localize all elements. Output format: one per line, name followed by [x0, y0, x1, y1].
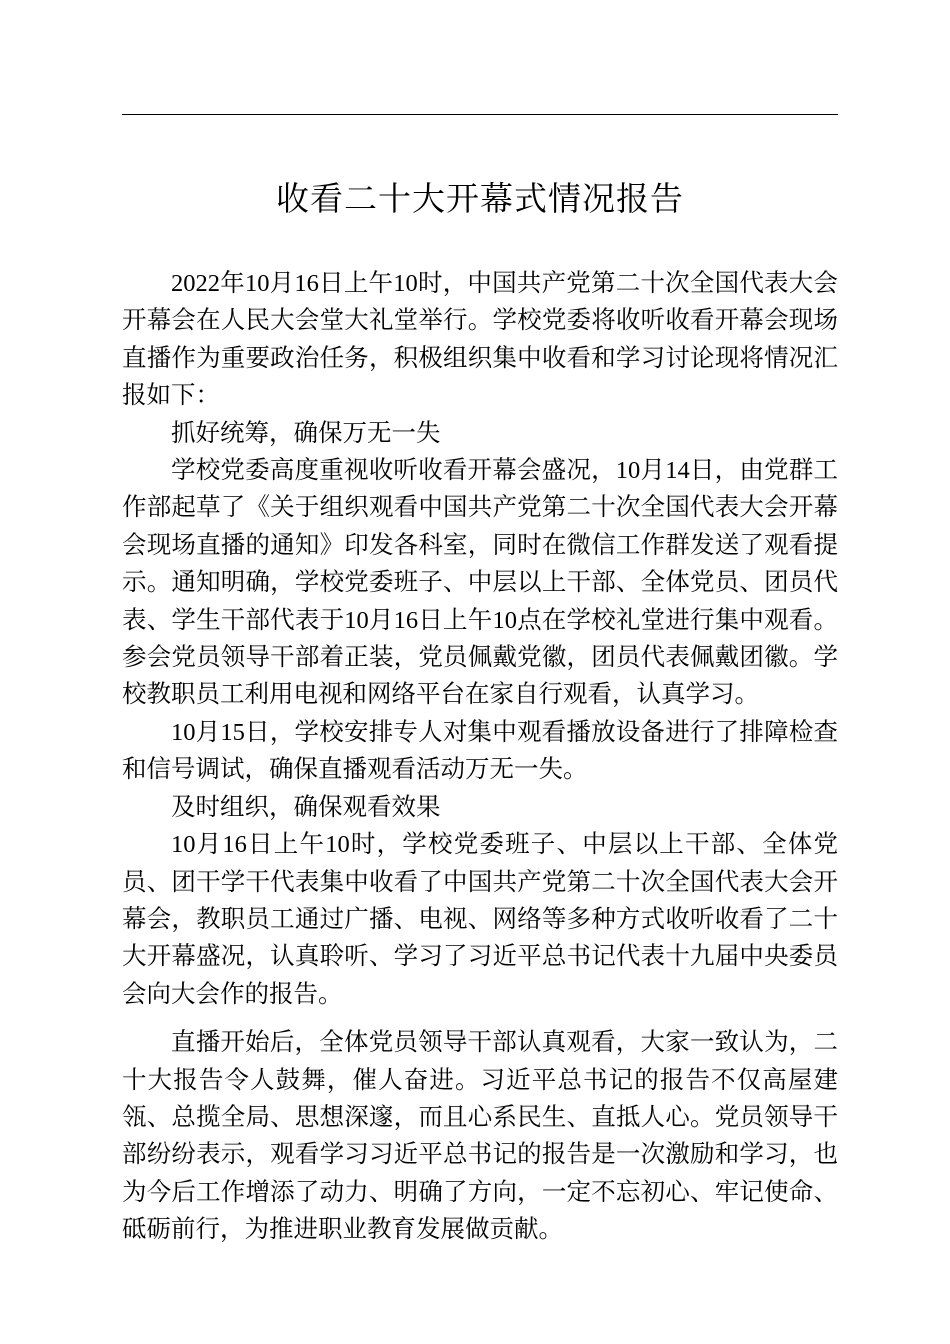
- document-body: [122, 265, 838, 1249]
- section-heading-coordination: 抓好统筹，确保万无一失: [171, 419, 441, 447]
- section-heading-organization: 及时组织，确保观看效果: [171, 793, 441, 821]
- page-title: 收看二十大开幕式情况报告: [276, 179, 684, 218]
- paragraph-reflections: 直播开始后，全体党员领导干部认真观看，大家一致认为，二十大报告令人鼓舞，催人奋进。习近平总书记的报告不仅高屋建瓴、总揽全局、思想深邃，而且心系民生、直抵人心。党员领导干部纷纷表示，观看学习习近平总书记的报告是一次激励和学习，也为今后工作增添了动力、明确了方向，一定不忘初心、牢记使命、砥砺前行，为推进职业教育发展做贡献。: [122, 1029, 838, 1244]
- header-rule: [122, 114, 838, 115]
- paragraph-equipment-check: 10月15日，学校安排专人对集中观看播放设备进行了排障检查和信号调试，确保直播观看活动万无一失。: [122, 718, 838, 784]
- paragraph-viewing: 10月16日上午10时，学校党委班子、中层以上干部、全体党员、团干学干代表集中收看了中国共产党第二十次全国代表大会开幕会，教职员工通过广播、电视、网络等多种方式收听收看了二十大开幕盛况，认真聆听、学习了习近平总书记代表十九届中央委员会向大会作的报告。: [122, 831, 838, 1008]
- paragraph-preparation: 学校党委高度重视收听收看开幕会盛况，10月14日，由党群工作部起草了《关于组织观看中国共产党第二十次全国代表大会开幕会现场直播的通知》印发各科室，同时在微信工作群发送了观看提示。通知明确，学校党委班子、中层以上干部、全体党员、团员代表、学生干部代表于10月16日上午10点在学校礼堂进行集中观看。参会党员领导干部着正装，党员佩戴党徽，团员代表佩戴团徽。学校教职员工利用电视和网络平台在家自行观看，认真学习。: [122, 457, 838, 709]
- paragraph-intro: 2022年10月16日上午10时，中国共产党第二十次全国代表大会开幕会在人民大会堂大礼堂举行。学校党委将收听收看开幕会现场直播作为重要政治任务，积极组织集中收看和学习讨论现将情况汇报如下：: [122, 270, 838, 410]
